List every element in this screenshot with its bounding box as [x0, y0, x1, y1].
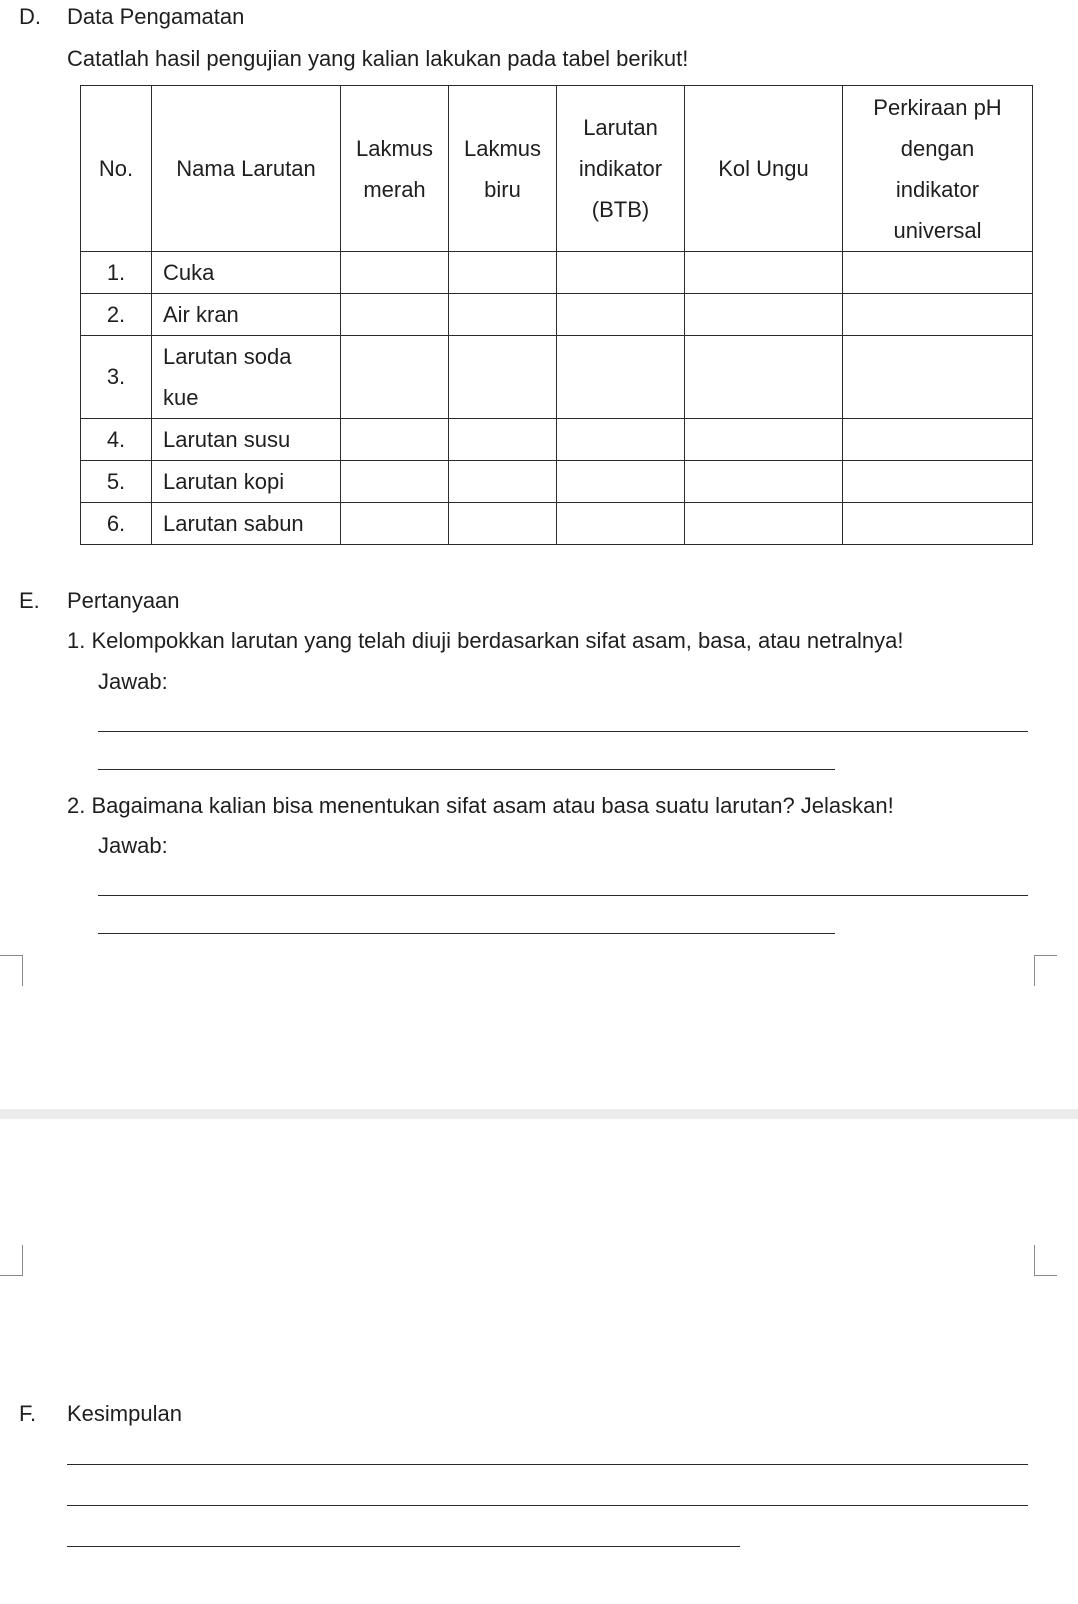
header-btb: Larutan indikator (BTB) [557, 86, 685, 252]
cell-btb[interactable] [557, 461, 685, 503]
section-e-label: E. [19, 588, 40, 613]
page-break [0, 1109, 1078, 1119]
table-row [81, 461, 1033, 503]
answer-line[interactable] [98, 769, 835, 770]
cell-kol-ungu[interactable] [685, 419, 843, 461]
cell-lakmus-merah[interactable] [341, 461, 449, 503]
cell-kol-ungu[interactable] [685, 252, 843, 294]
row-number: 3. [81, 336, 152, 419]
cell-lakmus-biru[interactable] [449, 419, 557, 461]
section-d-instruction: Catatlah hasil pengujian yang kalian lakukan pada tabel berikut! [67, 46, 689, 71]
section-f-label: F. [19, 1401, 37, 1426]
header-kol-ungu: Kol Ungu [685, 86, 843, 252]
table-row [81, 294, 1033, 336]
row-number: 5. [81, 461, 152, 503]
header-name: Nama Larutan [152, 86, 341, 252]
section-e-title: Pertanyaan [67, 588, 180, 613]
cell-lakmus-biru[interactable] [449, 336, 557, 419]
row-name: Larutan sabun [152, 503, 341, 545]
table-row [81, 503, 1033, 545]
question-1: 1. Kelompokkan larutan yang telah diuji berdasarkan sifat asam, basa, atau netralnya! [67, 628, 904, 653]
cell-lakmus-merah[interactable] [341, 252, 449, 294]
cell-kol-ungu[interactable] [685, 294, 843, 336]
cell-lakmus-biru[interactable] [449, 503, 557, 545]
row-name: Larutan kopi [152, 461, 341, 503]
cell-ph[interactable] [843, 503, 1033, 545]
header-no: No. [81, 86, 152, 252]
table-row [81, 252, 1033, 294]
header-lakmus-biru: Lakmus biru [449, 86, 557, 252]
section-d-title: Data Pengamatan [67, 4, 245, 29]
row-name: Cuka [152, 252, 341, 294]
cell-ph[interactable] [843, 336, 1033, 419]
cell-kol-ungu[interactable] [685, 461, 843, 503]
cell-lakmus-merah[interactable] [341, 419, 449, 461]
table-row [81, 419, 1033, 461]
crop-mark [0, 1245, 23, 1276]
cell-btb[interactable] [557, 252, 685, 294]
answer-label-1: Jawab: [98, 669, 168, 694]
section-f-title: Kesimpulan [67, 1401, 182, 1426]
cell-kol-ungu[interactable] [685, 503, 843, 545]
cell-ph[interactable] [843, 252, 1033, 294]
crop-mark [0, 955, 23, 986]
cell-lakmus-merah[interactable] [341, 336, 449, 419]
cell-ph[interactable] [843, 294, 1033, 336]
row-name: Larutan soda kue [152, 336, 341, 419]
row-number: 4. [81, 419, 152, 461]
cell-btb[interactable] [557, 419, 685, 461]
cell-lakmus-biru[interactable] [449, 294, 557, 336]
row-name: Air kran [152, 294, 341, 336]
cell-kol-ungu[interactable] [685, 336, 843, 419]
crop-mark [1034, 955, 1057, 986]
row-number: 1. [81, 252, 152, 294]
header-ph: Perkiraan pH dengan indikator universal [843, 86, 1033, 252]
answer-line[interactable] [98, 731, 1028, 732]
conclusion-line[interactable] [67, 1505, 1028, 1506]
header-lakmus-merah: Lakmus merah [341, 86, 449, 252]
cell-lakmus-merah[interactable] [341, 503, 449, 545]
crop-mark [1034, 1245, 1057, 1276]
cell-lakmus-merah[interactable] [341, 294, 449, 336]
answer-label-2: Jawab: [98, 833, 168, 858]
observation-table [80, 85, 1033, 545]
question-2: 2. Bagaimana kalian bisa menentukan sifat asam atau basa suatu larutan? Jelaskan! [67, 793, 894, 818]
row-name: Larutan susu [152, 419, 341, 461]
conclusion-line[interactable] [67, 1546, 740, 1547]
conclusion-line[interactable] [67, 1464, 1028, 1465]
table-header-row [81, 86, 1033, 252]
answer-line[interactable] [98, 933, 835, 934]
cell-btb[interactable] [557, 336, 685, 419]
table-row [81, 336, 1033, 419]
section-d-label: D. [19, 4, 41, 29]
cell-btb[interactable] [557, 294, 685, 336]
answer-line[interactable] [98, 895, 1028, 896]
cell-ph[interactable] [843, 461, 1033, 503]
cell-ph[interactable] [843, 419, 1033, 461]
row-number: 6. [81, 503, 152, 545]
cell-lakmus-biru[interactable] [449, 461, 557, 503]
cell-btb[interactable] [557, 503, 685, 545]
cell-lakmus-biru[interactable] [449, 252, 557, 294]
row-number: 2. [81, 294, 152, 336]
